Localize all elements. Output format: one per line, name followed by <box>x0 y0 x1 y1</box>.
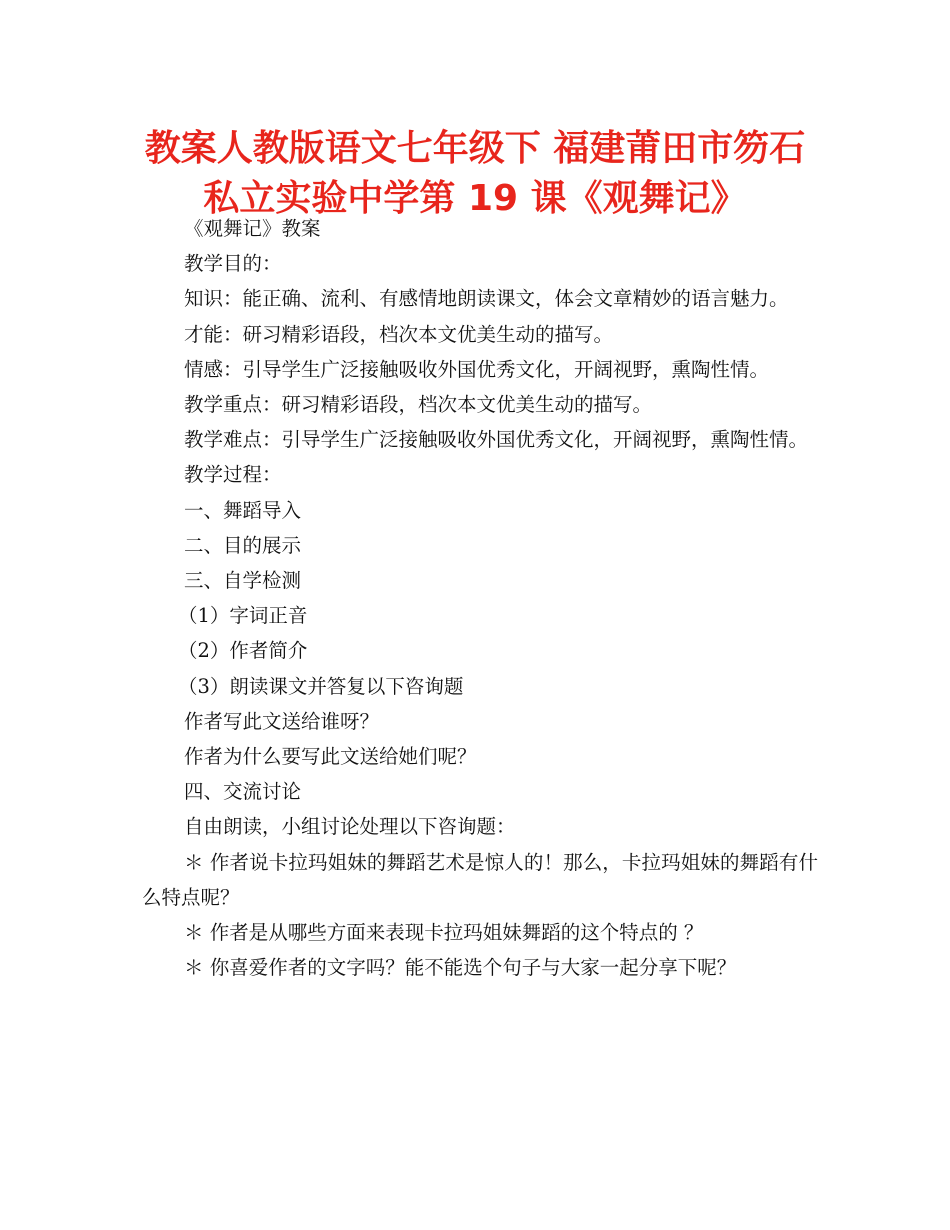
paragraph-step-4: 四、交流讨论 <box>184 780 302 804</box>
paragraph-question-1: 作者写此文送给谁呀？ <box>184 709 380 733</box>
paragraph-substep-2: （2）作者简介 <box>178 639 308 663</box>
paragraph-step-2: 二、目的展示 <box>184 533 302 557</box>
title-line-1: 教案人教版语文七年级下 福建莆田市笏石 <box>144 128 806 169</box>
paragraph-ability: 才能：研习精彩语段，档次本文优美生动的描写。 <box>184 322 614 346</box>
paragraph-substep-1: （1）字词正音 <box>178 604 308 628</box>
paragraph-emotion: 情感：引导学生广泛接触吸收外国优秀文化，开阔视野，熏陶性情。 <box>184 357 770 381</box>
paragraph-bullet-3: ＊ 你喜爱作者的文字吗？能不能选个句子与大家一起分享下呢？ <box>184 956 737 980</box>
paragraph-substep-3: （3）朗读课文并答复以下咨询题 <box>178 674 464 698</box>
document-body <box>142 211 818 985</box>
paragraph-difficulty: 教学难点：引导学生广泛接触吸收外国优秀文化，开阔视野，熏陶性情。 <box>184 428 809 452</box>
document-title <box>100 124 850 224</box>
paragraph-discussion: 自由朗读，小组讨论处理以下咨询题： <box>184 815 516 839</box>
paragraph-heading: 《观舞记》教案 <box>184 217 321 240</box>
paragraph-step-3: 三、自学检测 <box>184 569 302 593</box>
paragraph-key-point: 教学重点：研习精彩语段，档次本文优美生动的描写。 <box>184 393 653 417</box>
title-line-2: 私立实验中学第 19 课《观舞记》 <box>203 178 747 219</box>
paragraph-teaching-goals: 教学目的： <box>184 252 282 276</box>
paragraph-knowledge: 知识：能正确、流利、有感情地朗读课文，体会文章精妙的语言魅力。 <box>184 287 789 311</box>
paragraph-bullet-2: ＊ 作者是从哪些方面来表现卡拉玛姐妹舞蹈的这个特点的 ？ <box>184 921 704 945</box>
paragraph-question-2: 作者为什么要写此文送给她们呢？ <box>184 745 477 769</box>
paragraph-process: 教学过程： <box>184 463 282 487</box>
paragraph-step-1: 一、舞蹈导入 <box>184 498 302 522</box>
paragraph-bullet-1: ＊ 作者说卡拉玛姐妹的舞蹈艺术是惊人的！那么，卡拉玛姐妹的舞蹈有什么特点呢？ <box>142 850 818 909</box>
